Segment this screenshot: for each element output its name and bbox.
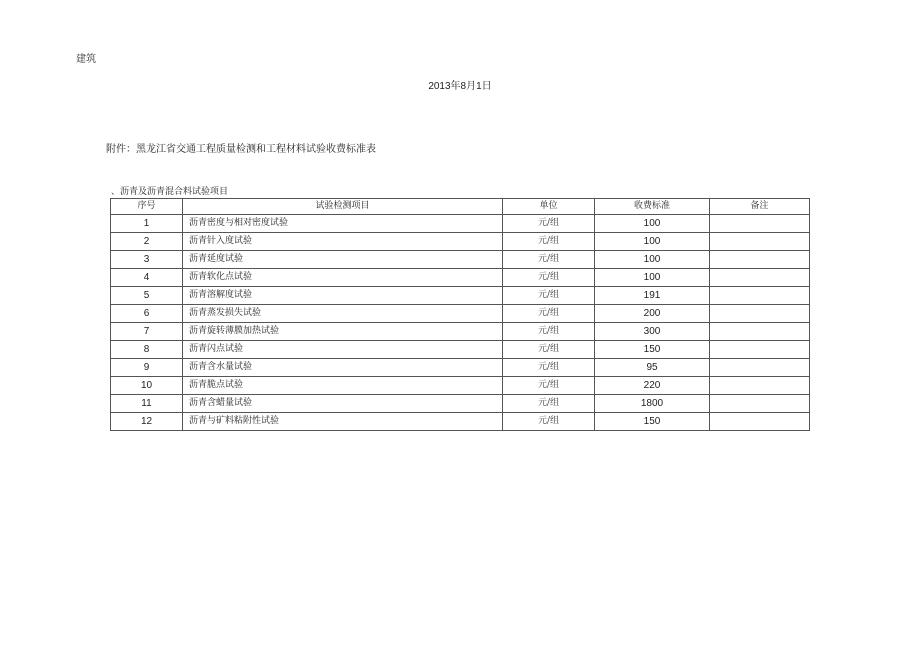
cell-unit: 元/组 <box>503 323 595 341</box>
attachment-title: 附件：黑龙江省交通工程质量检测和工程材料试验收费标准表 <box>106 144 376 155</box>
table-row <box>111 323 810 341</box>
header-no: 序号 <box>111 199 183 215</box>
cell-remark <box>710 377 810 395</box>
cell-remark <box>710 233 810 251</box>
cell-unit: 元/组 <box>503 251 595 269</box>
cell-fee: 300 <box>595 323 710 341</box>
cell-unit: 元/组 <box>503 287 595 305</box>
fee-standard-table <box>110 198 810 431</box>
cell-remark <box>710 341 810 359</box>
cell-item: 沥青旋转薄膜加热试验 <box>183 323 503 341</box>
document-date: 2013年8月1日 <box>428 81 492 92</box>
header-fee: 收费标准 <box>595 199 710 215</box>
cell-no: 4 <box>111 269 183 287</box>
cell-remark <box>710 269 810 287</box>
cell-no: 6 <box>111 305 183 323</box>
cell-no: 5 <box>111 287 183 305</box>
table-header-row <box>111 199 810 215</box>
cell-fee: 150 <box>595 413 710 431</box>
table-row <box>111 269 810 287</box>
cell-unit: 元/组 <box>503 305 595 323</box>
cell-fee: 150 <box>595 341 710 359</box>
cell-fee: 100 <box>595 233 710 251</box>
cell-item: 沥青与矿料粘附性试验 <box>183 413 503 431</box>
table-row <box>111 287 810 305</box>
cell-unit: 元/组 <box>503 377 595 395</box>
cell-remark <box>710 251 810 269</box>
cell-unit: 元/组 <box>503 215 595 233</box>
table-body <box>111 215 810 431</box>
header-remark: 备注 <box>710 199 810 215</box>
cell-no: 2 <box>111 233 183 251</box>
cell-no: 10 <box>111 377 183 395</box>
table-row <box>111 359 810 377</box>
cell-no: 8 <box>111 341 183 359</box>
cell-item: 沥青延度试验 <box>183 251 503 269</box>
cell-fee: 220 <box>595 377 710 395</box>
table-row <box>111 233 810 251</box>
cell-remark <box>710 287 810 305</box>
table-row <box>111 251 810 269</box>
cell-fee: 100 <box>595 251 710 269</box>
cell-no: 12 <box>111 413 183 431</box>
cell-item: 沥青针入度试验 <box>183 233 503 251</box>
cell-item: 沥青脆点试验 <box>183 377 503 395</box>
cell-no: 11 <box>111 395 183 413</box>
cell-unit: 元/组 <box>503 233 595 251</box>
cell-item: 沥青含水量试验 <box>183 359 503 377</box>
cell-no: 1 <box>111 215 183 233</box>
cell-item: 沥青软化点试验 <box>183 269 503 287</box>
cell-unit: 元/组 <box>503 395 595 413</box>
section-title: 、沥青及沥青混合料试验项目 <box>111 187 229 197</box>
cell-fee: 100 <box>595 269 710 287</box>
cell-item: 沥青闪点试验 <box>183 341 503 359</box>
cell-no: 9 <box>111 359 183 377</box>
table-row <box>111 305 810 323</box>
cell-item: 沥青蒸发损失试验 <box>183 305 503 323</box>
cell-fee: 191 <box>595 287 710 305</box>
cell-item: 沥青密度与相对密度试验 <box>183 215 503 233</box>
cell-fee: 200 <box>595 305 710 323</box>
header-word: 建筑 <box>76 54 96 65</box>
cell-no: 3 <box>111 251 183 269</box>
table-row <box>111 413 810 431</box>
cell-unit: 元/组 <box>503 413 595 431</box>
cell-item: 沥青溶解度试验 <box>183 287 503 305</box>
table-row <box>111 341 810 359</box>
cell-fee: 1800 <box>595 395 710 413</box>
table-row <box>111 377 810 395</box>
table-row <box>111 395 810 413</box>
cell-remark <box>710 305 810 323</box>
cell-unit: 元/组 <box>503 341 595 359</box>
cell-remark <box>710 215 810 233</box>
cell-no: 7 <box>111 323 183 341</box>
cell-remark <box>710 395 810 413</box>
cell-remark <box>710 359 810 377</box>
cell-remark <box>710 413 810 431</box>
cell-remark <box>710 323 810 341</box>
cell-unit: 元/组 <box>503 359 595 377</box>
cell-fee: 95 <box>595 359 710 377</box>
header-item: 试验检测项目 <box>183 199 503 215</box>
header-unit: 单位 <box>503 199 595 215</box>
cell-fee: 100 <box>595 215 710 233</box>
cell-item: 沥青含蜡量试验 <box>183 395 503 413</box>
cell-unit: 元/组 <box>503 269 595 287</box>
table-row <box>111 215 810 233</box>
